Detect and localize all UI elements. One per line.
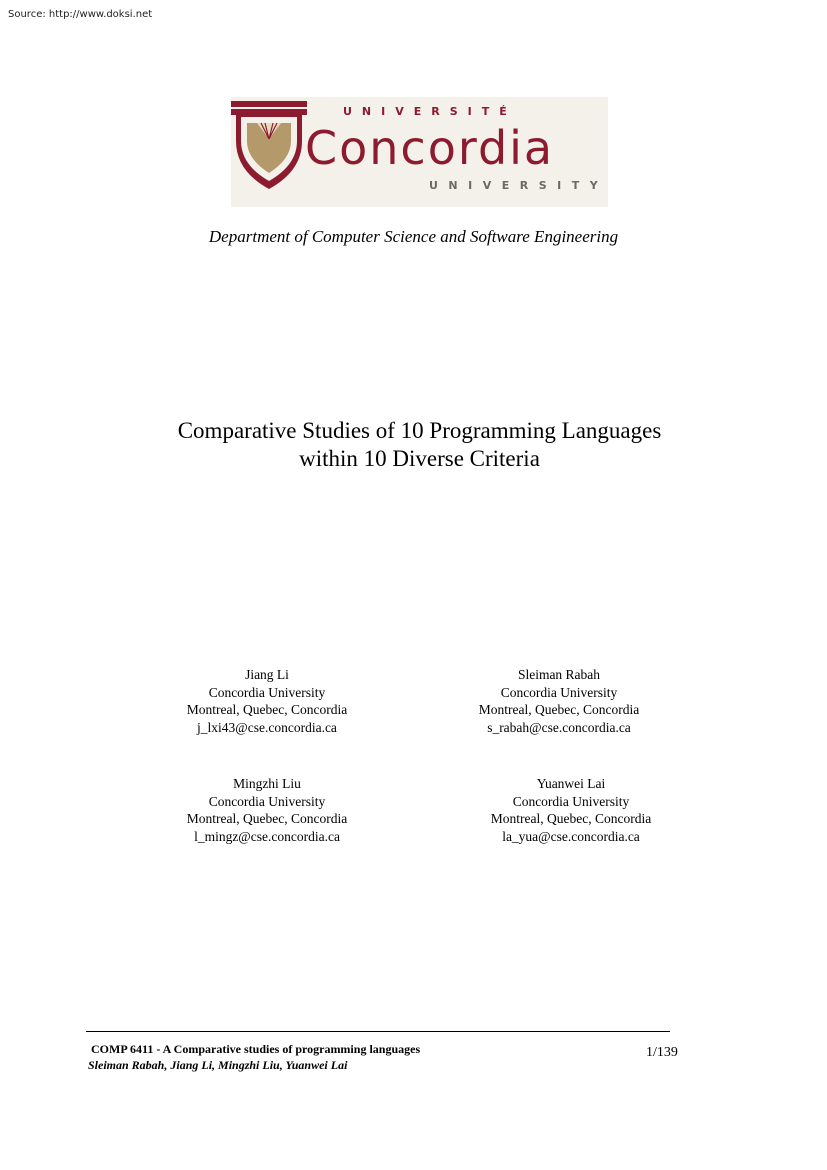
author-email: s_rabah@cse.concordia.ca [487, 719, 631, 735]
author-email: j_lxi43@cse.concordia.ca [197, 719, 337, 735]
author-block [429, 666, 689, 736]
author-location: Montreal, Quebec, Concordia [186, 702, 348, 717]
author-name: Jiang Li [245, 667, 289, 682]
document-title [0, 417, 827, 473]
author-email: la_yua@cse.concordia.ca [502, 828, 640, 844]
footer-course-title: COMP 6411 - A Comparative studies of programming languages [91, 1042, 421, 1056]
author-affiliation: Concordia University [512, 793, 630, 809]
footer-authors: Sleiman Rabah, Jiang Li, Mingzhi Liu, Yuanwei Lai [88, 1058, 348, 1072]
author-email: l_mingz@cse.concordia.ca [194, 828, 340, 844]
logo-main-word: Concordia [305, 121, 555, 175]
source-note: Source: http://www.doksi.net [8, 9, 153, 20]
author-affiliation: Concordia University [208, 684, 326, 700]
footer-divider [86, 1031, 670, 1032]
concordia-logo [231, 97, 608, 207]
author-name: Sleiman Rabah [517, 667, 601, 682]
author-location: Montreal, Quebec, Concordia [478, 702, 640, 717]
author-name: Mingzhi Liu [233, 776, 301, 791]
shield-icon [231, 101, 307, 193]
department-name: Department of Computer Science and Software Engineering [208, 227, 619, 246]
author-affiliation: Concordia University [500, 684, 618, 700]
author-location: Montreal, Quebec, Concordia [186, 811, 348, 826]
author-block [137, 666, 397, 736]
page-number: 1/139 [646, 1045, 678, 1060]
author-affiliation: Concordia University [208, 793, 326, 809]
logo-top-word: UNIVERSITÉ [343, 105, 517, 118]
author-name: Yuanwei Lai [536, 776, 606, 791]
author-location: Montreal, Quebec, Concordia [490, 811, 652, 826]
title-line-2: within 10 Diverse Criteria [299, 446, 540, 471]
author-block [137, 775, 397, 845]
title-line-1: Comparative Studies of 10 Programming Languages [177, 418, 662, 443]
logo-bottom-word: UNIVERSITY [429, 179, 609, 192]
author-block [441, 775, 701, 845]
